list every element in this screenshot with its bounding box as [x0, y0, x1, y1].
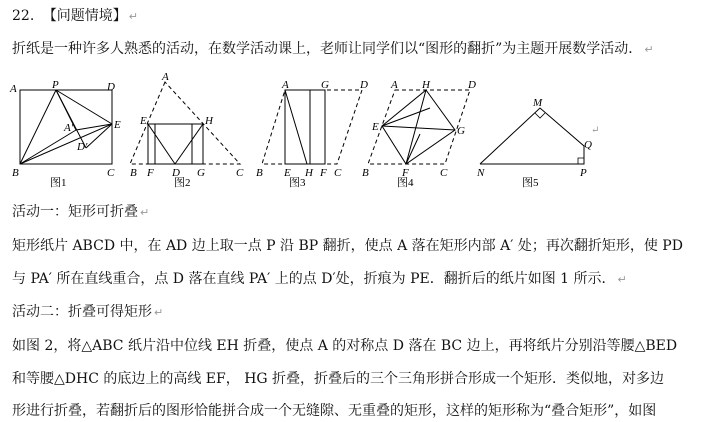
activity2-text: 形进行折叠，若翻折后的图形恰能拼合成一个无缝隙、无重叠的矩形，这样的矩形称为“叠合矩形”，如图: [12, 403, 657, 419]
activity2-text: 和等腰△DHC 的底边上的高线 EF， HG 折叠，折叠后的三个三角形拼合形成一个矩形．类似地，对多边: [12, 371, 665, 387]
activity1-title: [12, 203, 149, 222]
fig3-label: D: [360, 79, 368, 91]
fig1-label: A′: [64, 122, 74, 134]
activity2-line2: [12, 370, 664, 388]
fig5-label: N: [477, 167, 485, 179]
fig4-label: B: [362, 167, 369, 179]
problem-header: [12, 7, 138, 26]
fig1-caption: 图1: [50, 177, 67, 189]
fig5-label: P: [580, 167, 587, 179]
fig4-label: G: [457, 125, 465, 137]
activity2-text: 如图 2，将△ABC 纸片沿中位线 EH 折叠，使点 A 的对称点 D 落在 BC 边上，再将纸片分别沿等腰△BED: [12, 338, 678, 354]
fig2-label: A: [162, 71, 169, 83]
intro-paragraph: 折纸是一种许多人熟悉的活动，在数学活动课上，老师让同学们以“图形的翻折”为主题开展数学活动．: [12, 41, 643, 57]
fig4-label: H: [422, 79, 430, 91]
fig3-label: B: [256, 167, 263, 179]
activity2-line1: [12, 337, 677, 355]
fig3-label: C: [334, 167, 342, 179]
figure-1: [9, 79, 121, 189]
fig5-label: Q: [584, 139, 592, 151]
fig1-label: A: [10, 83, 17, 95]
fig1-label: B: [12, 167, 19, 179]
fig4-label: D: [468, 79, 476, 91]
fig4-label: E: [372, 121, 379, 133]
fig4-label: F: [402, 167, 409, 179]
paragraph-mark-icon: ↵: [617, 273, 627, 286]
figures-row: [0, 66, 703, 196]
activity2-title: [12, 303, 163, 322]
fig2-label: H: [205, 115, 213, 127]
fig2-label: B: [130, 167, 137, 179]
fig1-label: E: [114, 119, 121, 131]
activity2-line3: [12, 402, 656, 420]
activity1-text: 矩形纸片 ABCD 中，在 AD 边上取一点 P 沿 BP 翻折，使点 A 落在矩形内部 A′ 处；再次翻折矩形，使 PD: [12, 238, 683, 254]
fig3-label: G: [321, 79, 329, 91]
fig3-label: F: [320, 167, 327, 179]
figure-2: [130, 71, 244, 189]
fig2-caption: 图2: [174, 177, 191, 189]
fig2-label: G: [197, 167, 205, 179]
paragraph-mark-icon: ↵: [154, 306, 164, 319]
fig1-label: P: [52, 79, 59, 91]
fig5-label: M: [533, 97, 543, 109]
figure-5: [476, 97, 599, 189]
fig3-label: E: [284, 167, 291, 179]
section-title: 【问题情境】: [42, 8, 127, 24]
fig3-label: A: [282, 79, 289, 91]
activity1-line2: [12, 270, 627, 289]
fig1-label: D′: [77, 141, 88, 153]
paragraph-mark-icon: ↵: [140, 206, 150, 219]
activity1-text: 与 PA′ 所在直线重合，点 D 落在直线 PA′ 上的点 D′处，折痕为 PE．翻折后的纸片如图 1 所示．: [12, 271, 616, 287]
fig3-label: H: [305, 167, 313, 179]
fig2-label: C: [236, 167, 244, 179]
activity2-heading: 活动二：折叠可得矩形: [12, 304, 152, 320]
paragraph-mark-icon: ↵: [644, 43, 654, 56]
activity1-line1: [12, 237, 683, 255]
figure-4: [362, 79, 476, 189]
paragraph-mark-icon: ↵: [591, 125, 600, 136]
fig1-label: D: [107, 81, 115, 93]
fig4-label: A: [391, 79, 398, 91]
fig1-label: C: [107, 167, 115, 179]
fig3-caption: 图3: [289, 177, 306, 189]
fig2-label: E: [140, 115, 147, 127]
figure-3: [256, 79, 368, 189]
activity1-heading: 活动一：矩形可折叠: [12, 204, 138, 220]
fig4-label: C: [440, 167, 448, 179]
paragraph-mark-icon: ↵: [128, 10, 138, 23]
intro-text: [12, 40, 654, 59]
fig4-caption: 图4: [397, 177, 414, 189]
fig2-label: D: [172, 167, 180, 179]
fig5-caption: 图5: [522, 177, 539, 189]
fig2-label: F: [147, 167, 154, 179]
problem-number: 22.: [12, 8, 35, 24]
